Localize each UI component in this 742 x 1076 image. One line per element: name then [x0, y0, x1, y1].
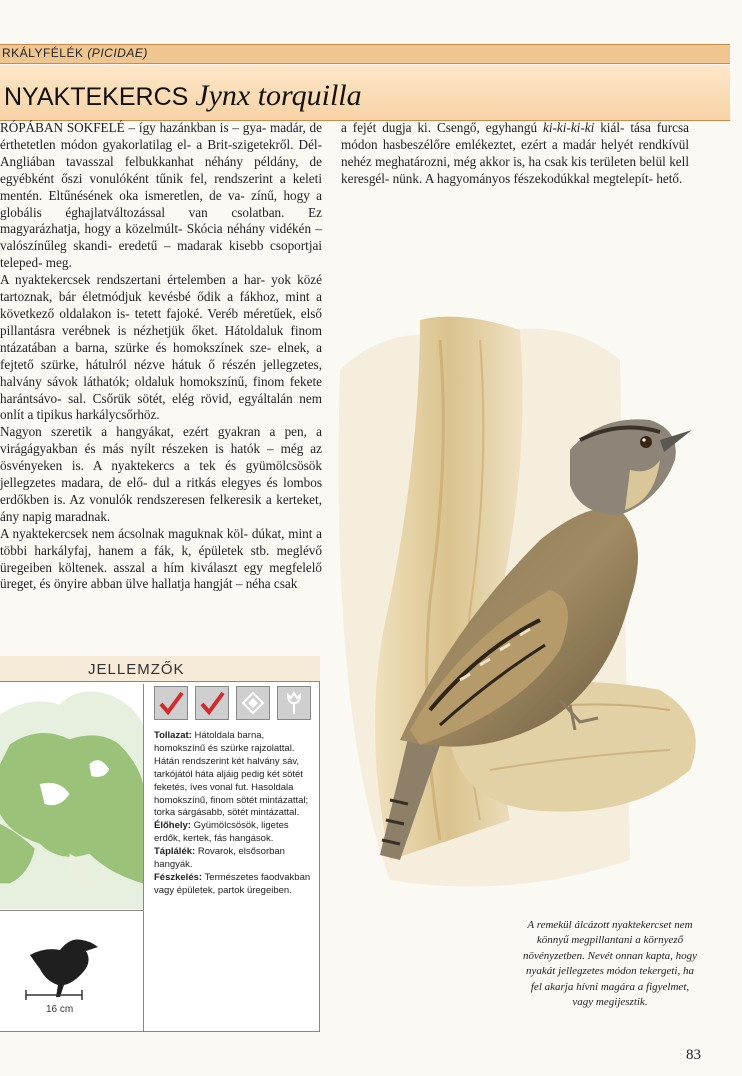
fact-plumage: Tollazat: Hátoldala barna, homokszínű és szürke rajzolattal. Hátán rendszerint két halvány sáv, tarkójától háta aljáig pedig két sötét feketés, íves vonal fut. Hasoldala homokszínű, finom sötét mintázattal; torka sárgásabb, sötét mintázattal. [154, 730, 309, 819]
species-latin-name: Jynx torquilla [195, 79, 362, 112]
tulip-icon [277, 686, 311, 720]
scale-bar [24, 988, 84, 1002]
check-icon [195, 686, 229, 720]
paragraph: a fejét dugja ki. Csengő, egyhangú ki-ki-ki-ki kiál- tása furcsa módon hasbeszélőre emlékeztet, ezért a madár helyét rendkívül nehéz meghatározni, még akkor is, ha csak kis területen belül kell keresgél- nünk. A hagyományos fészekodúkkal megtelepít- hető. [341, 120, 689, 186]
paragraph: Nagyon szeretik a hangyákat, ezért gyakran a pen, a virágágyakban és más nyílt részeken is hatók – még az ösvényeken is. A nyaktekercs a tek és gyümölcsösök jellegzetes madara, de elő- dul a ritkás elegyes és lombos erdőkben is. Az vonulók rendszeresen felkeresik a kerteket, ány napig maradnak. [0, 424, 322, 524]
paragraph: RÓPÁBAN SOKFELÉ – így hazánkban is – gya- madár, de érthetetlen módon gyakorlatilag el- a Brit-szigetekről. Dél-Angliában tavasszal felbukkanhat néhány példány, de egyébként őszi vonulóként tűnik fel, rendszerint a keleti mentén. Eltűnésének oka ismeretlen, de va- zínű, hogy a globális éghajlatváltozással van csolatban. Ez magyarázhatja, hogy a közelmúlt- Skócia néhány vidékén – valószínűleg skandi- eredetű – madarak kisebb csoportjai teleped- meg. [0, 120, 322, 271]
fact-nesting: Fészkelés: Természetes faodvakban vagy épületek, partok üregeiben. [154, 871, 311, 896]
scale-label: 16 cm [46, 1004, 74, 1015]
distribution-map [0, 684, 144, 910]
check-icon [154, 686, 188, 720]
body-text-column-1 [0, 120, 322, 640]
illustration-caption: A remekül álcázott nyaktekercset nem könnyű megpillantani a környező növényzetben. Nevét onnan kapta, hogy nyakát jellegzetes módon tekergeti, ha fel akarja hívni magára a figyelmet, vagy megijesztik. [522, 919, 698, 1009]
characteristics-title: JELLEMZŐK [88, 661, 185, 678]
page-number: 83 [686, 1047, 701, 1063]
body-text-column-2 [341, 120, 689, 188]
paragraph: A nyaktekercsek rendszertani értelemben a har- yok közé tartoznak, bár életmódjuk kevésbé ődik a fákhoz, mint a következő oldalakon is- tetett fajoké. Veréb méretűek, első pillantásra verébnek is nézhetjük őket. Hátoldaluk finom ntázatában a barna, szürke és homokszínek sze- elnek, a fejtető szürke, hátulról nézve hátuk ő részén jellegzetes, halvány sávok láthatók; oldaluk homokszínű, finom fekete harántsávo- sal. Csőrük sötét, elég rövid, egyáltalán nem onlít a tipikus harkálycsőrhöz. [0, 272, 322, 423]
fact-diet: Táplálék: Rovarok, elsősorban hangyák. [154, 846, 285, 871]
paragraph: A nyaktekercsek nem ácsolnak maguknak köl- dúkat, mint a többi harkályfaj, hanem a fák, k, épületek stb. meglévő üregeiben költenek. asszal a hím kiválaszt egy megfelelő üreget, és önyire abban ülve hallatja hangját – néha csak [0, 525, 322, 592]
characteristics-facts [154, 730, 314, 898]
wryneck-illustration [330, 300, 730, 920]
species-title: NYAKTEKERCS Jynx torquilla [4, 79, 362, 112]
fact-habitat: Élőhely: Gyümölcsösök, ligetes erdők, kertek, fás hangások. [154, 820, 289, 845]
section-label: RKÁLYFÉLÉK (PICIDAE) [2, 46, 148, 60]
pattern-icon [236, 686, 270, 720]
